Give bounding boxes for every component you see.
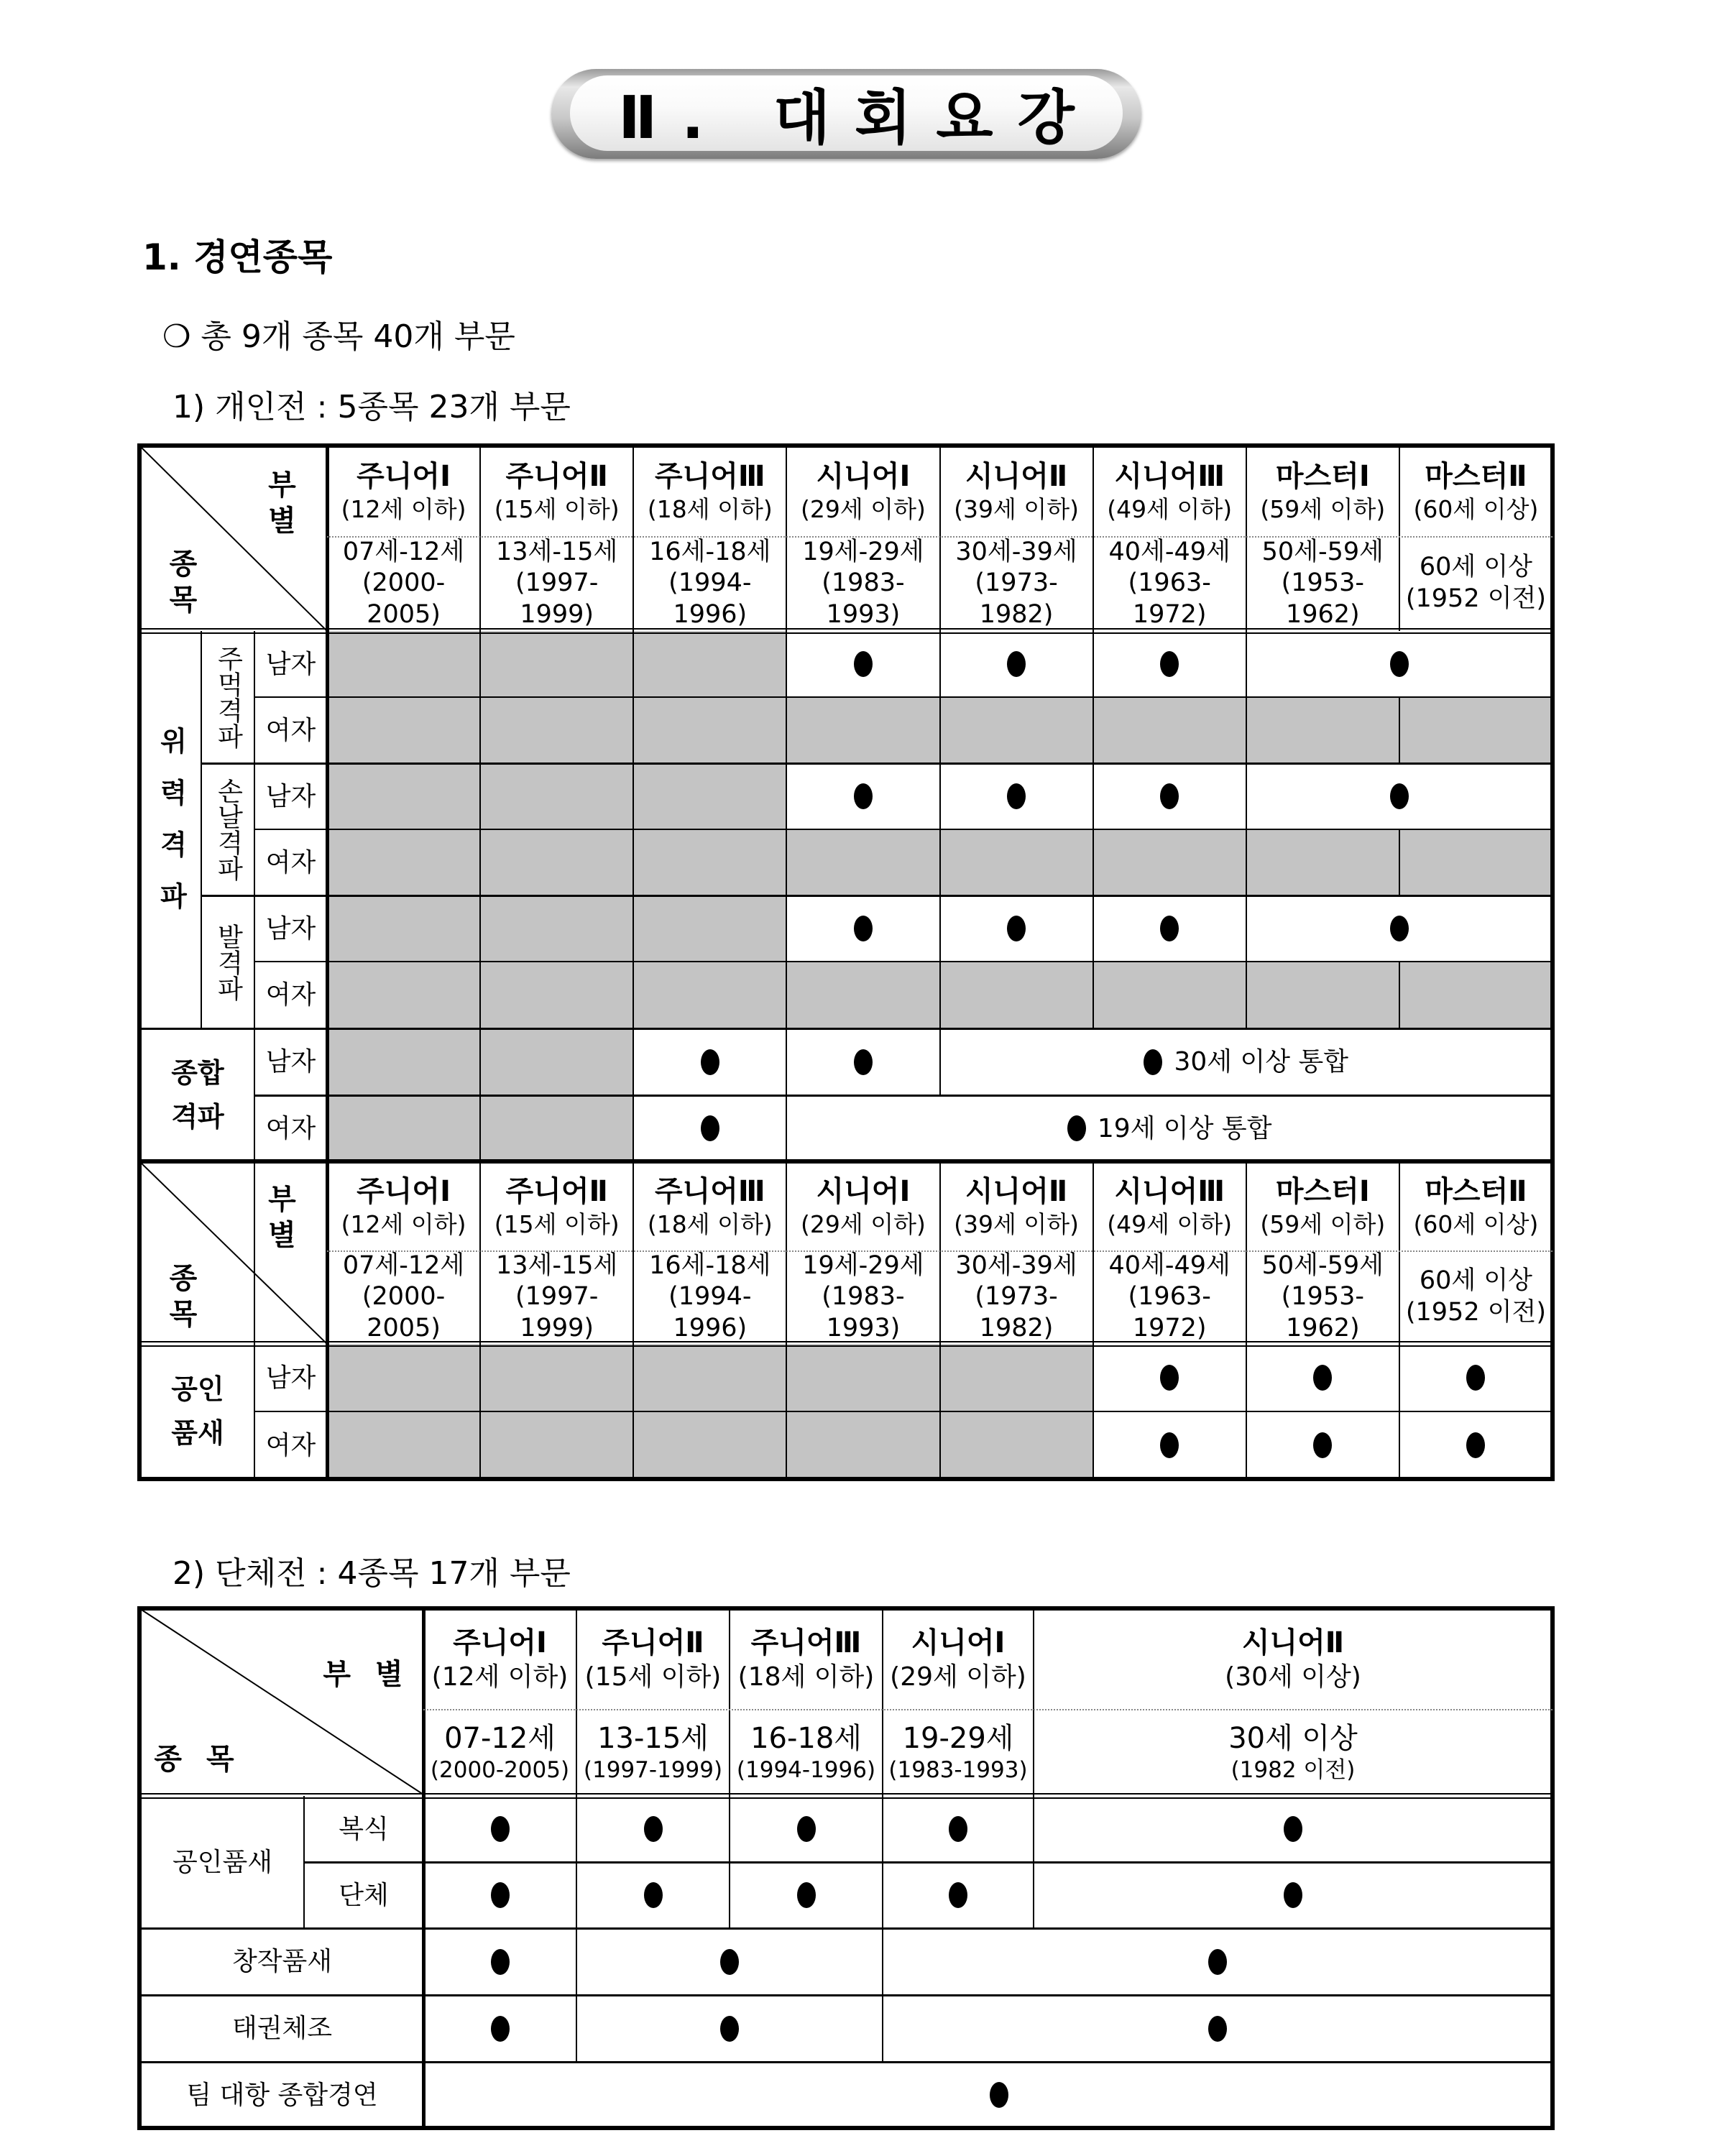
division-age-limit: (29세 이하) (801, 1210, 926, 1238)
division-age-range: 30세 이상 (1228, 1722, 1358, 1756)
division-birth-years: (1982 이전) (1230, 1757, 1356, 1784)
taekwon-gymnastics-label: 태권체조 (231, 2014, 333, 2043)
division-header (883, 1608, 1034, 1709)
section-heading: 1. 경연종목 (142, 236, 333, 278)
grid-line-vertical (576, 1928, 577, 2062)
gender-male: 남자 (265, 781, 316, 811)
gender-male: 남자 (265, 1363, 316, 1393)
grid-line-vertical (729, 1796, 730, 1928)
division-name: 주니어Ⅲ (654, 459, 765, 493)
division-birth-years: (1983-1993) (822, 1282, 905, 1343)
division-age-range: 16-18세 (750, 1722, 862, 1756)
page-title: Ⅱ. 대회요강 (618, 84, 1099, 152)
division-birth-years: (1983-1993) (888, 1757, 1028, 1784)
division-name: 시니어Ⅰ (816, 1174, 911, 1208)
division-age-range: 07세-12세 (342, 537, 465, 566)
pair-label: 복식 (339, 1814, 389, 1844)
individual-heading: 1) 개인전 : 5종목 23개 부문 (172, 389, 571, 425)
division-age-limit: (15세 이하) (584, 1662, 722, 1692)
gender-male: 남자 (265, 913, 316, 944)
division-age-limit: (29세 이하) (801, 494, 926, 523)
division-birth-years: (1994-1996) (668, 568, 752, 630)
division-header (576, 1608, 730, 1709)
division-age-range: 60세 이상 (1419, 553, 1532, 582)
division-name: 시니어Ⅱ (965, 1174, 1068, 1208)
division-birth-years: (1994-1996) (668, 1282, 752, 1343)
division-name: 마스터Ⅰ (1275, 1174, 1370, 1208)
division-birth-years: (1963-1972) (1128, 568, 1211, 630)
team-match-label: 팀 대항 종합경연 (186, 2080, 378, 2110)
division-age-limit: (12세 이하) (341, 1210, 466, 1238)
division-age-range: 13-15세 (597, 1722, 709, 1756)
division-age-range: 50세-59세 (1261, 1250, 1384, 1280)
summary-line: ❍ 총 9개 종목 40개 부문 (162, 318, 515, 355)
division-age-limit: (39세 이하) (954, 1210, 1079, 1238)
division-age-limit: (15세 이하) (494, 494, 620, 523)
bullet-dot (990, 2082, 1008, 2108)
division-age-range: 13세-15세 (496, 1250, 618, 1280)
division-name: 시니어Ⅲ (1114, 459, 1225, 493)
division-name: 시니어Ⅲ (1114, 1174, 1225, 1208)
division-name: 시니어Ⅱ (965, 459, 1068, 493)
gender-female: 여자 (265, 847, 316, 877)
division-birth-years: (1963-1972) (1128, 1282, 1211, 1343)
division-age-range: 60세 이상 (1419, 1266, 1532, 1296)
division-age-range: 30세-39세 (955, 1250, 1077, 1280)
division-name: 마스터Ⅱ (1425, 1174, 1527, 1208)
division-range (423, 1709, 576, 1796)
division-name: 시니어Ⅰ (816, 459, 911, 493)
recognized-poomsae-label: 공인품새 (172, 1847, 273, 1877)
division-name: 시니어Ⅰ (911, 1626, 1006, 1659)
corner-division-label: 부 별 (268, 1183, 303, 1252)
grid-line-vertical (882, 1928, 883, 2062)
division-age-range: 13세-15세 (496, 537, 618, 566)
division-age-limit: (49세 이하) (1107, 494, 1233, 523)
division-age-range: 19세-29세 (802, 1250, 924, 1280)
team-label: 단체 (339, 1880, 389, 1910)
division-age-limit: (15세 이하) (494, 1210, 620, 1238)
division-age-range: 40세-49세 (1108, 1250, 1230, 1280)
bullet-dot (720, 2016, 739, 2042)
corner-event-label: 종 목 (169, 1262, 205, 1331)
division-birth-years: (1952 이전) (1405, 584, 1546, 614)
division-header (730, 1608, 883, 1709)
division-name: 주니어Ⅲ (654, 1174, 765, 1208)
bullet-dot (491, 2016, 510, 2042)
division-age-limit: (30세 이상) (1225, 1662, 1361, 1692)
creative-poomsae-label: 창작품새 (231, 1947, 333, 1976)
division-range (883, 1709, 1034, 1796)
grid-line-vertical (576, 1796, 577, 1928)
division-name: 주니어Ⅰ (453, 1626, 547, 1659)
gender-female: 여자 (265, 1113, 316, 1143)
merged-note-text: 30세 이상 통합 (1174, 1047, 1349, 1077)
division-age-limit: (60세 이상) (1413, 494, 1539, 523)
division-age-limit: (18세 이하) (647, 1210, 773, 1238)
bullet-dot (1208, 2016, 1227, 2042)
event-label-fist: 주먹격파 (213, 645, 243, 749)
header-divider (423, 1709, 1552, 1710)
division-age-limit: (12세 이하) (431, 1662, 569, 1692)
division-birth-years: (1983-1993) (822, 568, 905, 630)
bullet-dot (1284, 1816, 1302, 1842)
division-age-limit: (29세 이하) (890, 1662, 1026, 1692)
division-age-limit: (59세 이하) (1260, 494, 1386, 523)
gender-male: 남자 (265, 649, 316, 679)
division-name: 시니어Ⅱ (1241, 1626, 1345, 1659)
corner-division-label: 부 별 (268, 469, 303, 538)
corner-division-label: 부 별 (323, 1658, 410, 1691)
division-age-limit: (39세 이하) (954, 494, 1079, 523)
division-name: 주니어Ⅰ (356, 459, 451, 493)
division-age-range: 16세-18세 (649, 1250, 771, 1280)
bullet-dot (644, 1882, 663, 1908)
division-name: 주니어Ⅲ (750, 1626, 862, 1659)
division-name: 주니어Ⅰ (356, 1174, 451, 1208)
division-age-range: 40세-49세 (1108, 537, 1230, 566)
division-header (423, 1608, 576, 1709)
gender-female: 여자 (265, 715, 316, 745)
division-age-range: 07-12세 (444, 1722, 556, 1756)
bullet-dot (797, 1882, 816, 1908)
division-age-range: 16세-18세 (649, 537, 771, 566)
grid-line-horizontal (304, 1861, 1552, 1864)
division-age-limit: (18세 이하) (647, 494, 773, 523)
division-age-range: 30세-39세 (955, 537, 1077, 566)
division-range (730, 1709, 883, 1796)
division-birth-years: (1973-1982) (975, 568, 1058, 630)
division-name: 주니어Ⅱ (505, 1174, 608, 1208)
division-birth-years: (1997-1999) (515, 1282, 599, 1343)
bullet-dot (491, 1949, 510, 1975)
division-birth-years: (2000-2005) (362, 568, 446, 630)
division-range (576, 1709, 730, 1796)
bullet-dot (1208, 1949, 1227, 1975)
bullet-dot (949, 1882, 967, 1908)
corner-event-label: 종 목 (169, 548, 205, 617)
gender-female: 여자 (265, 980, 316, 1010)
division-birth-years: (1953-1962) (1281, 568, 1364, 630)
division-age-range: 19-29세 (902, 1722, 1014, 1756)
division-age-limit: (18세 이하) (737, 1662, 875, 1692)
bullet-dot (949, 1816, 967, 1842)
bullet-dot (797, 1816, 816, 1842)
division-birth-years: (1994-1996) (736, 1757, 876, 1784)
division-age-limit: (60세 이상) (1413, 1210, 1539, 1238)
division-birth-years: (1997-1999) (583, 1757, 723, 1784)
division-birth-years: (2000-2005) (430, 1757, 570, 1784)
grid-line-vertical (882, 1796, 883, 1928)
division-age-range: 19세-29세 (802, 537, 924, 566)
bullet-dot (644, 1816, 663, 1842)
bullet-dot (1284, 1882, 1302, 1908)
division-range (1034, 1709, 1552, 1796)
division-birth-years: (1973-1982) (975, 1282, 1058, 1343)
corner-event-label: 종 목 (154, 1743, 242, 1776)
event-label-kick: 발격파 (213, 923, 243, 1001)
event-label-knifehand: 손날격파 (213, 778, 243, 881)
division-birth-years: (1997-1999) (515, 568, 599, 630)
gender-male: 남자 (265, 1047, 316, 1077)
division-age-limit: (12세 이하) (341, 494, 466, 523)
division-birth-years: (1952 이전) (1405, 1298, 1546, 1327)
merged-note-text: 19세 이상 통합 (1097, 1113, 1272, 1143)
division-birth-years: (2000-2005) (362, 1282, 446, 1343)
grid-line-vertical (1033, 1796, 1034, 1928)
division-name: 마스터Ⅱ (1425, 459, 1527, 493)
division-birth-years: (1953-1962) (1281, 1282, 1364, 1343)
division-age-limit: (49세 이하) (1107, 1210, 1233, 1238)
division-header (1034, 1608, 1552, 1709)
power-breaking-group-label: 위력격파 (155, 726, 187, 934)
bullet-dot (491, 1882, 510, 1908)
bullet-dot (491, 1816, 510, 1842)
bullet-dot (720, 1949, 739, 1975)
division-name: 주니어Ⅱ (505, 459, 608, 493)
team-heading: 2) 단체전 : 4종목 17개 부문 (172, 1555, 571, 1592)
gender-female: 여자 (265, 1430, 316, 1460)
combined-breaking-group-label: 종합격파 (171, 1056, 224, 1133)
division-age-range: 07세-12세 (342, 1250, 465, 1280)
division-age-limit: (59세 이하) (1260, 1210, 1386, 1238)
division-name: 주니어Ⅱ (602, 1626, 704, 1659)
division-name: 마스터Ⅰ (1275, 459, 1370, 493)
division-age-range: 50세-59세 (1261, 537, 1384, 566)
recognized-poomsae-group-label: 공인품새 (171, 1373, 224, 1449)
